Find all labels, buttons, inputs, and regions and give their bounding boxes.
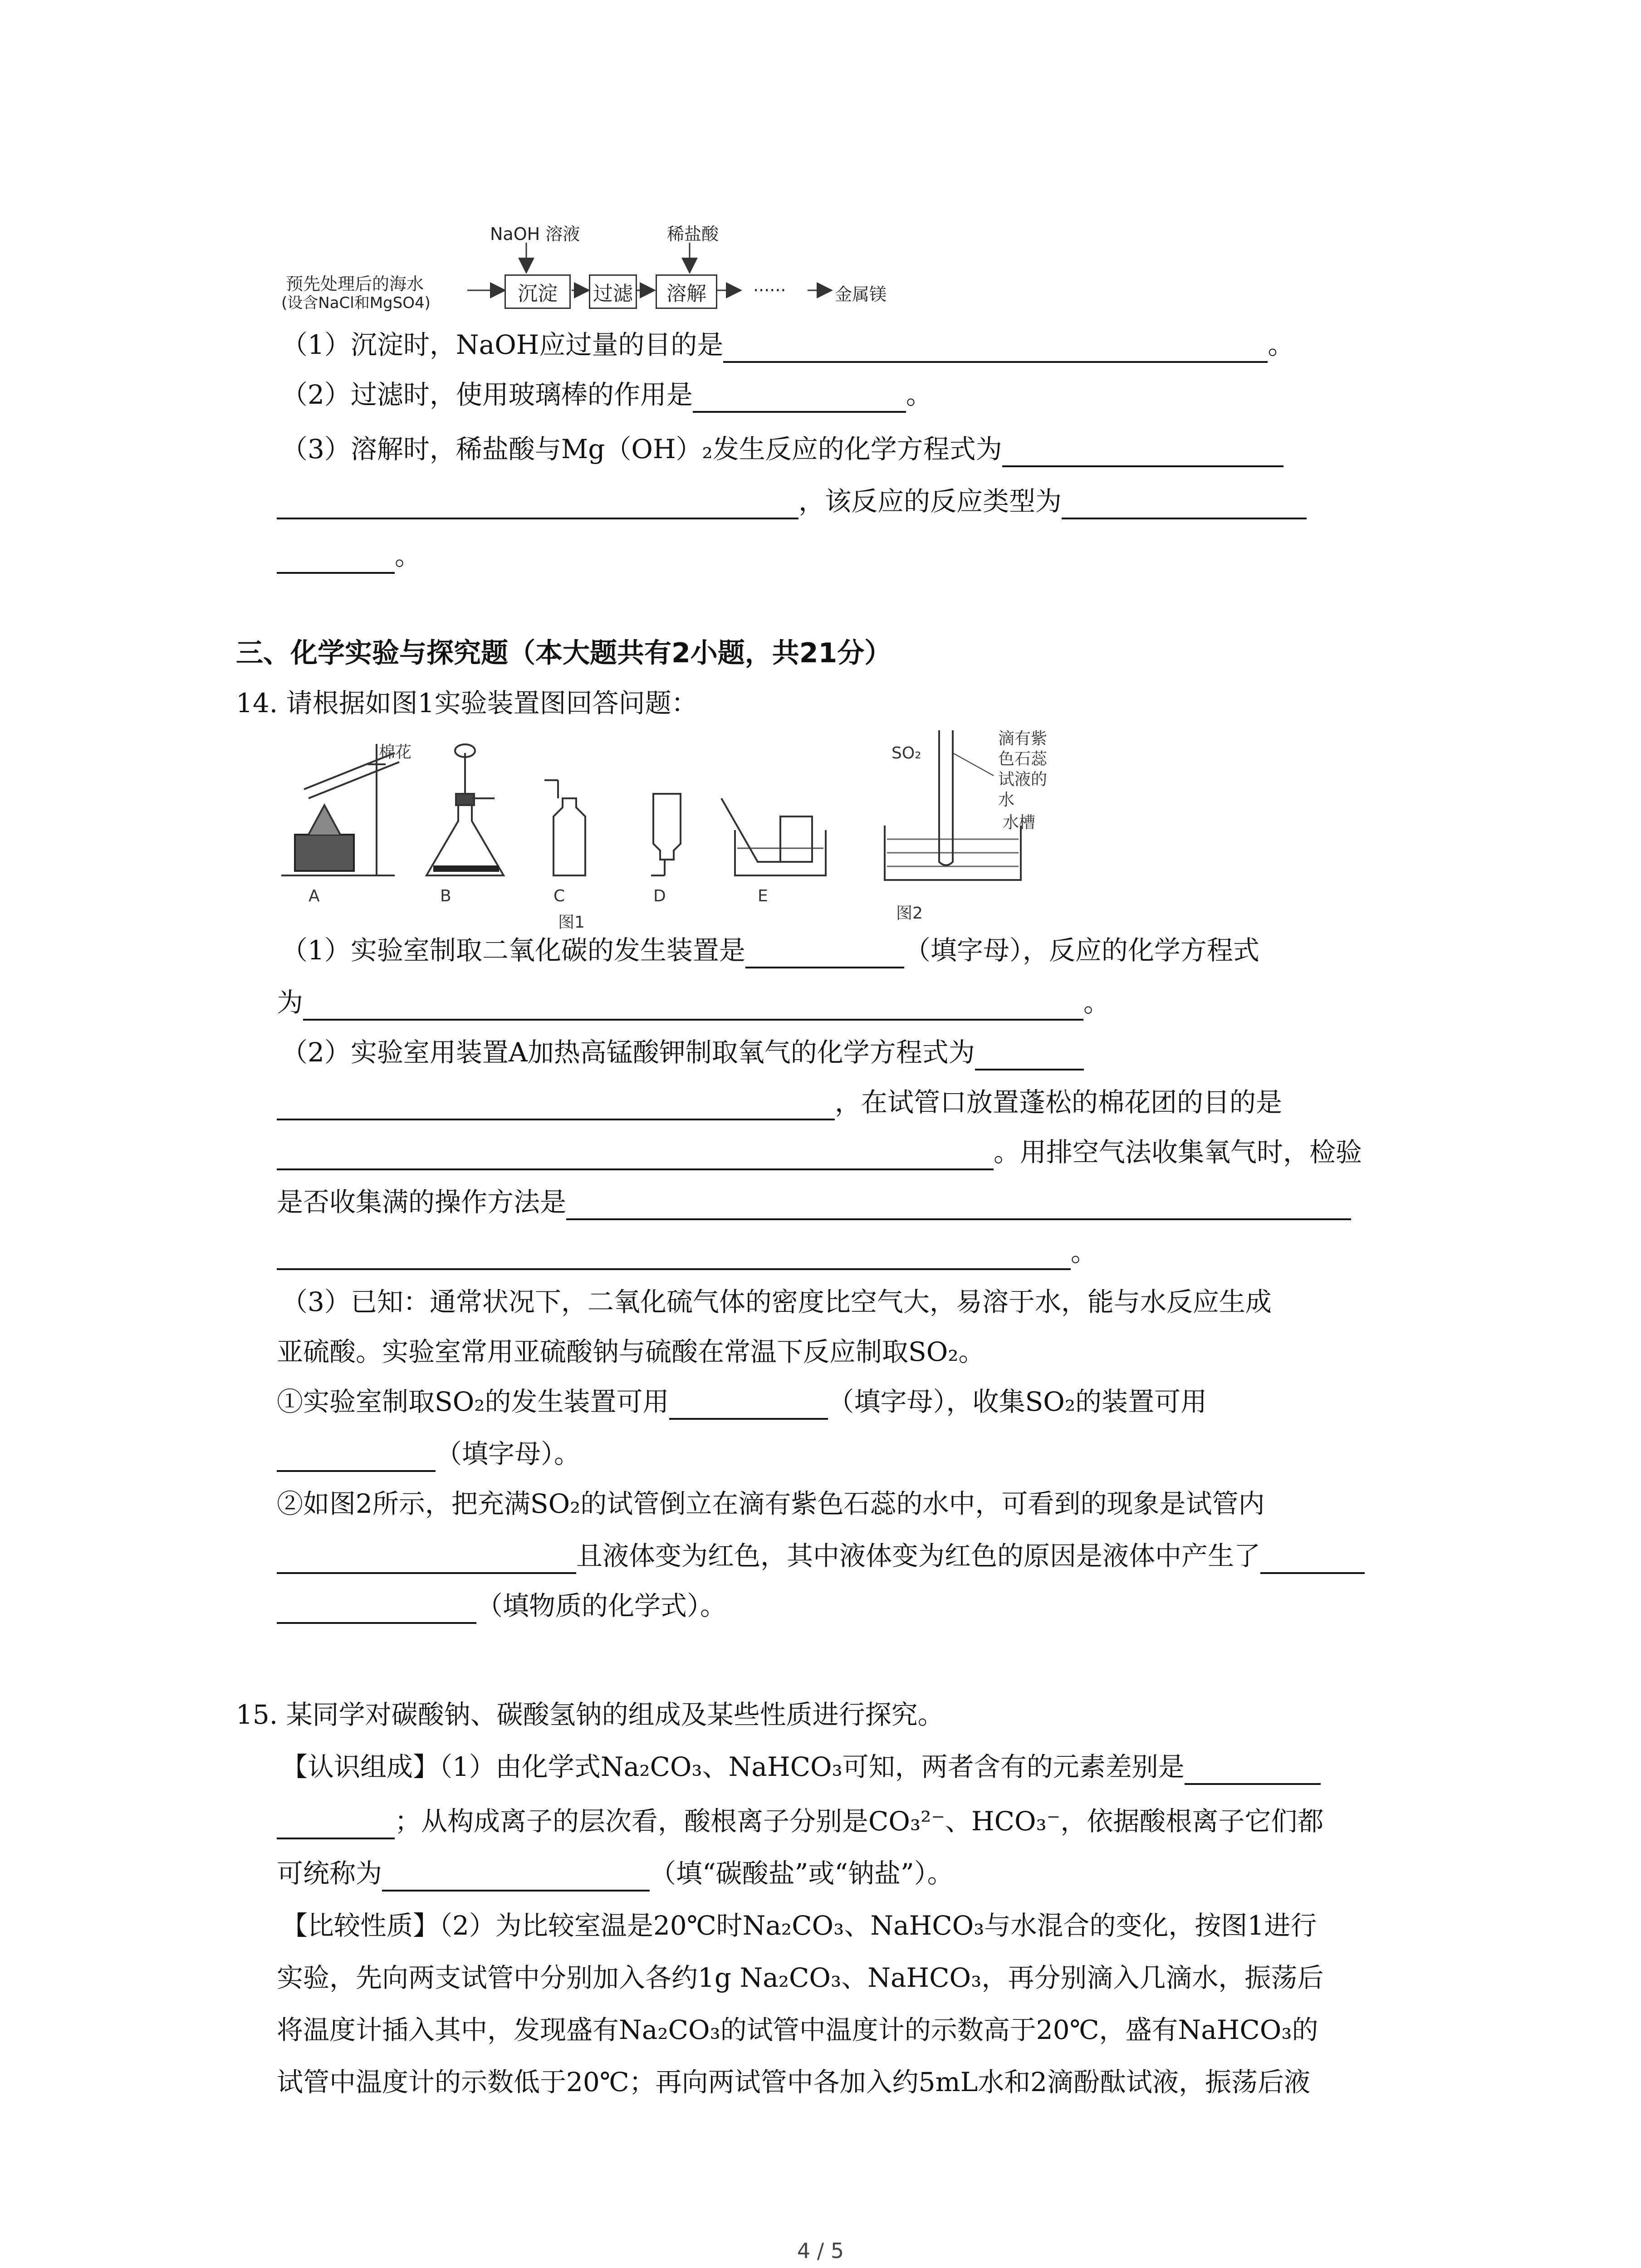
q13-part3: （3）溶解时，稀盐酸与Mg（OH）₂发生反应的化学方程式为 bbox=[281, 431, 1283, 467]
q14-stem: 14. 请根据如图1实验装置图回答问题： bbox=[236, 688, 698, 719]
q14-blank6[interactable] bbox=[566, 1191, 1351, 1220]
q14-blank5[interactable] bbox=[277, 1141, 994, 1170]
label-note2: 色石蕊 bbox=[998, 750, 1048, 768]
q15-stem: 15. 某同学对碳酸钠、碳酸氢钠的组成及某些性质进行探究。 bbox=[236, 1699, 944, 1730]
q13-blank3[interactable] bbox=[1002, 438, 1283, 467]
flow-dots: ······ bbox=[753, 280, 786, 300]
q15-blank3[interactable] bbox=[382, 1862, 650, 1892]
q13-part3b: ，该反应的反应类型为 bbox=[277, 483, 1307, 519]
label-note3: 试液的 bbox=[998, 770, 1048, 789]
flow-input-line1: 预先处理后的海水 bbox=[286, 274, 424, 294]
apparatus-figure bbox=[277, 726, 1075, 932]
q14-part1: （1）实验室制取二氧化碳的发生装置是 （填字母），反应的化学方程式 bbox=[281, 932, 1259, 968]
process-flow-diagram bbox=[272, 218, 953, 322]
q14-part3b: 亚硫酸。实验室常用亚硫酸钠与硫酸在常温下反应制取SO₂。 bbox=[277, 1336, 985, 1367]
q14-blank9[interactable] bbox=[277, 1443, 436, 1472]
q15-line5: 实验，先向两支试管中分别加入各约1g Na₂CO₃、NaHCO₃，再分别滴入几滴水，振荡后 bbox=[277, 1962, 1324, 1993]
q13-part3c: 。 bbox=[277, 538, 421, 574]
flow-reagent-naoh: NaOH 溶液 bbox=[490, 224, 580, 244]
q13-blank1[interactable] bbox=[723, 334, 1268, 363]
q14-part1b: 为 。 bbox=[277, 984, 1110, 1021]
flow-reagent-hcl: 稀盐酸 bbox=[667, 224, 719, 244]
q14-blank10[interactable] bbox=[277, 1545, 576, 1574]
q13-blank4[interactable] bbox=[277, 490, 798, 519]
q15-line2: ；从构成离子的层次看，酸根离子分别是CO₃²⁻、HCO₃⁻，依据酸根离子它们都 bbox=[277, 1803, 1323, 1839]
q14-blank7[interactable] bbox=[277, 1241, 1071, 1270]
q14-blank12[interactable] bbox=[277, 1595, 476, 1624]
q15-line1: 【认识组成】（1）由化学式Na₂CO₃、NaHCO₃可知，两者含有的元素差别是 bbox=[281, 1749, 1321, 1785]
q13-blank6[interactable] bbox=[277, 545, 395, 574]
q14-part2c: 。用排空气法收集氧气时，检验 bbox=[277, 1134, 1362, 1170]
label-D: D bbox=[653, 887, 666, 905]
label-B: B bbox=[440, 887, 451, 905]
label-fig2: 图2 bbox=[896, 904, 923, 923]
q13-blank2[interactable] bbox=[693, 384, 906, 413]
label-E: E bbox=[758, 887, 768, 905]
q14-blank1[interactable] bbox=[745, 939, 904, 968]
label-tank: 水槽 bbox=[1003, 813, 1036, 832]
q15-line4: 【比较性质】（2）为比较室温是20℃时Na₂CO₃、NaHCO₃与水混合的变化，按图1进行 bbox=[281, 1910, 1317, 1941]
q14-part3e: （填字母）。 bbox=[277, 1436, 580, 1472]
q14-blank3[interactable] bbox=[975, 1041, 1084, 1070]
q14-part3a: （3）已知：通常状况下，二氧化硫气体的密度比空气大，易溶于水，能与水反应生成 bbox=[281, 1286, 1272, 1317]
q15-line6: 将温度计插入其中，发现盛有Na₂CO₃的试管中温度计的示数高于20℃，盛有NaHCO₃的 bbox=[277, 2014, 1318, 2045]
q14-part2: （2）实验室用装置A加热高锰酸钾制取氧气的化学方程式为 bbox=[281, 1034, 1084, 1070]
flow-step-precipitate: 沉淀 bbox=[505, 274, 571, 309]
q13-part2: （2）过滤时，使用玻璃棒的作用是 。 bbox=[281, 376, 932, 413]
label-note4: 水 bbox=[998, 791, 1015, 809]
q14-part3f: ②如图2所示，把充满SO₂的试管倒立在滴有紫色石蕊的水中，可看到的现象是试管内 bbox=[277, 1488, 1265, 1519]
flow-input-line2: (设含NaCl和MgSO4) bbox=[281, 294, 431, 312]
q14-part3c: ①实验室制取SO₂的发生装置可用 （填字母），收集SO₂的装置可用 bbox=[277, 1383, 1207, 1420]
q14-blank8[interactable] bbox=[669, 1391, 828, 1420]
q13-part1: （1）沉淀时，NaOH应过量的目的是 。 bbox=[281, 327, 1294, 363]
label-note1: 滴有紫 bbox=[998, 729, 1048, 748]
flow-product: 金属镁 bbox=[835, 284, 887, 304]
q14-part3g: 且液体变为红色，其中液体变为红色的原因是液体中产生了 bbox=[277, 1538, 1365, 1574]
label-cotton: 棉花 bbox=[379, 743, 412, 762]
q14-blank2[interactable] bbox=[303, 992, 1083, 1021]
label-C: C bbox=[554, 887, 565, 905]
label-fig1: 图1 bbox=[558, 913, 585, 932]
q15-blank1[interactable] bbox=[1185, 1756, 1321, 1785]
q14-part3h: （填物质的化学式）。 bbox=[277, 1588, 726, 1624]
label-so2: SO₂ bbox=[892, 744, 921, 763]
q14-blank4[interactable] bbox=[277, 1091, 835, 1120]
q15-blank2[interactable] bbox=[277, 1810, 395, 1839]
section3-title: 三、化学实验与探究题（本大题共有2小题，共21分） bbox=[236, 637, 892, 669]
flow-step-filter: 过滤 bbox=[589, 274, 637, 309]
q14-blank11[interactable] bbox=[1260, 1545, 1365, 1574]
q15-line3: 可统称为 （填“碳酸盐”或“钠盐”）。 bbox=[277, 1855, 954, 1892]
q14-part2d: 是否收集满的操作方法是 bbox=[277, 1184, 1351, 1220]
q13-blank5[interactable] bbox=[1062, 490, 1307, 519]
q14-part2b: ，在试管口放置蓬松的棉花团的目的是 bbox=[277, 1084, 1282, 1120]
page-number: 4 / 5 bbox=[797, 2239, 844, 2263]
flow-step-dissolve: 溶解 bbox=[656, 274, 717, 309]
q15-line7: 试管中温度计的示数低于20℃；再向两试管中各加入约5mL水和2滴酚酞试液，振荡后液 bbox=[277, 2067, 1311, 2097]
label-A: A bbox=[309, 887, 320, 905]
q14-part2e: 。 bbox=[277, 1234, 1097, 1270]
